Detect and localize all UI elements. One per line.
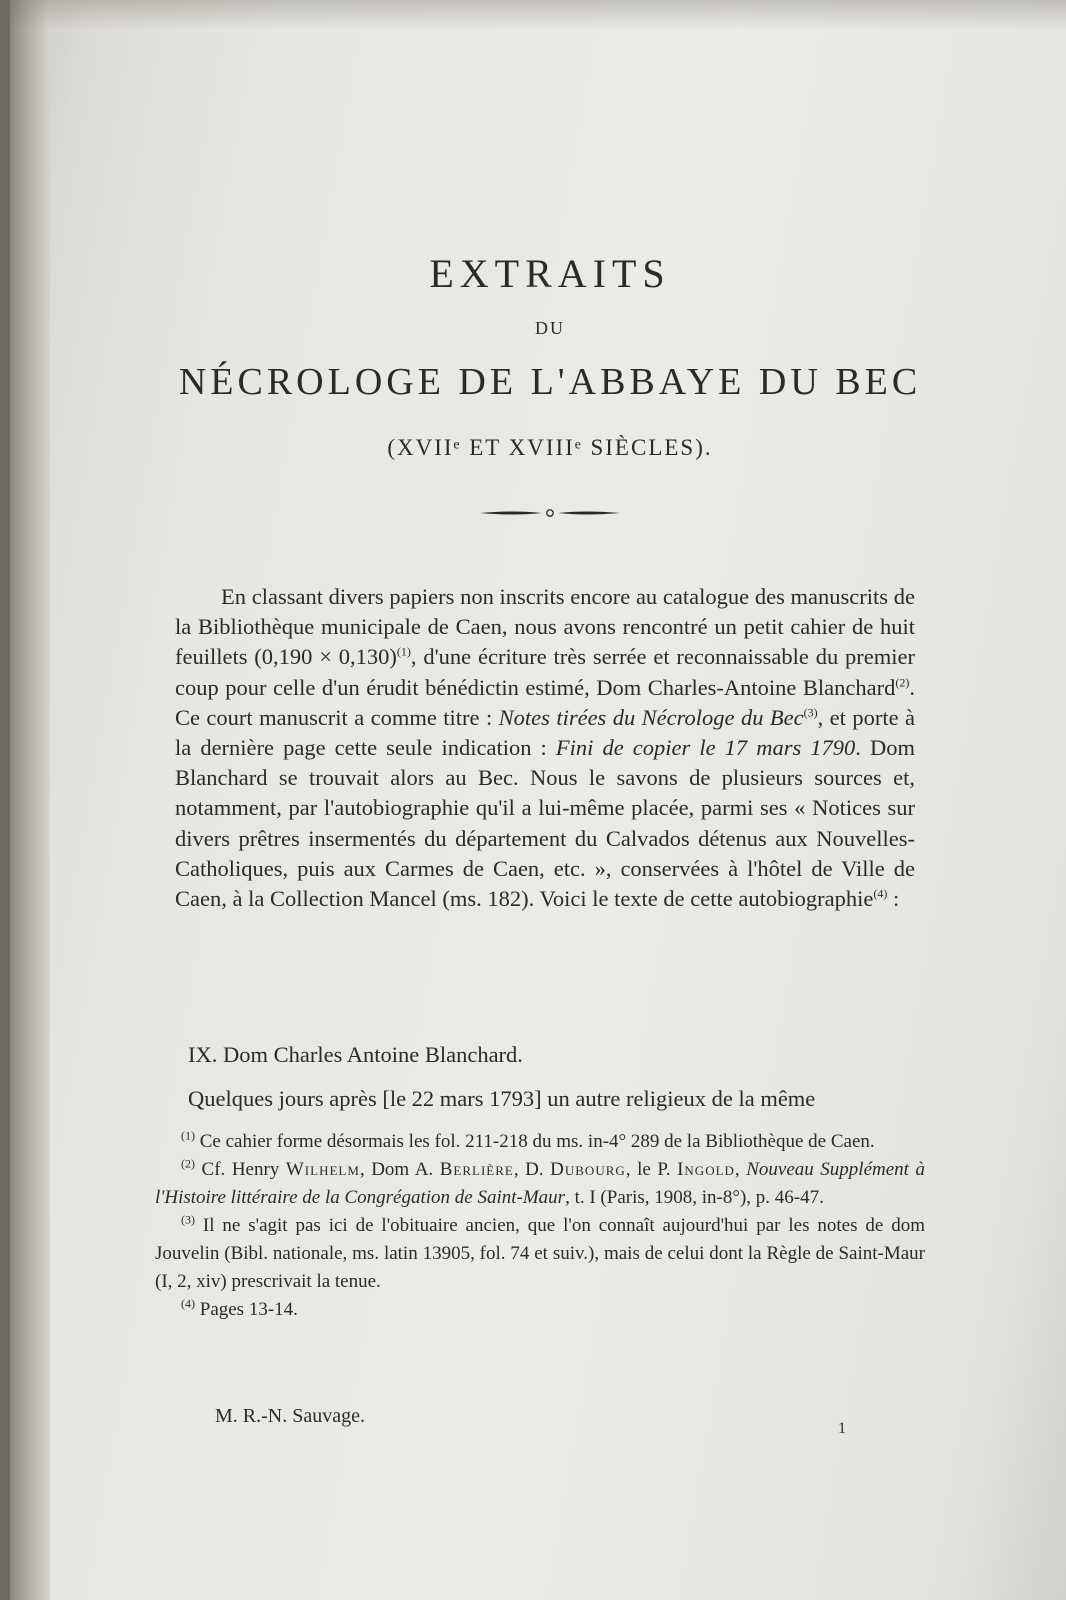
footnote-text: Ce cahier forme désormais les fol. 211-218 du ms. in-4° 289 de la Bibliothèque de Caen. bbox=[199, 1131, 875, 1152]
footnote-text: Pages 13-14. bbox=[199, 1299, 298, 1320]
footnote-1 bbox=[155, 1128, 925, 1156]
footnote-text: , bbox=[734, 1159, 747, 1180]
footnote-text: , le P. bbox=[625, 1159, 678, 1180]
title-connector: DU bbox=[535, 318, 565, 338]
para-text: , et porte à la dernière page cette seule indication : bbox=[175, 704, 915, 761]
main-title: NÉCROLOGE DE L'ABBAYE DU BEC bbox=[178, 361, 922, 403]
footnote-text: , D. bbox=[513, 1159, 551, 1180]
footnote-ref-3: (3) bbox=[803, 705, 818, 720]
ornament-rule bbox=[480, 507, 620, 519]
printer-signature: M. R.-N. Sauvage. bbox=[215, 1405, 365, 1427]
entry-heading: IX. Dom Charles Antoine Blanchard. bbox=[188, 1042, 523, 1067]
footnote-mark: (2) bbox=[181, 1156, 195, 1171]
footnote-ref-4: (4) bbox=[873, 886, 888, 901]
main-paragraph bbox=[175, 582, 915, 914]
manuscript-title: Notes tirées du Nécrologe du Bec bbox=[498, 704, 804, 730]
author-name: Ingold bbox=[677, 1159, 735, 1180]
footnote-3 bbox=[155, 1212, 925, 1296]
footnote-text: , Dom A. bbox=[359, 1159, 440, 1180]
author-name: Berlière bbox=[439, 1159, 514, 1180]
title-period: (XVIIᵉ ET XVIIIᵉ SIÈCLES). bbox=[387, 435, 713, 460]
footnote-ref-2: (2) bbox=[895, 675, 910, 690]
footnotes bbox=[155, 1128, 925, 1324]
footnote-2 bbox=[155, 1156, 925, 1212]
footnote-mark: (1) bbox=[181, 1128, 195, 1143]
footnote-mark: (4) bbox=[181, 1296, 195, 1311]
author-name: Wilhelm bbox=[285, 1159, 360, 1180]
footnote-4 bbox=[155, 1296, 925, 1324]
entry-text: Quelques jours après [le 22 mars 1793] un autre religieux de la même bbox=[188, 1086, 816, 1111]
footnote-mark: (3) bbox=[181, 1212, 195, 1227]
page-shadow bbox=[10, 0, 1066, 30]
para-text: . Dom Blanchard se trouvait alors au Bec. Nous le savons de plusieurs sources et, notamment, par l'autobiographie qu'il a lui-même placée, parmi ses « Notices sur divers prêtres insermentés du département du Calvados détenus aux Nouvelles-Catholiques, puis aux Carmes de Caen, etc. », conservées à l'hôtel de Ville de Caen, à la Collection Mancel (ms. 182). Voici le texte de cette autobiographie bbox=[175, 735, 915, 912]
title-extraits: EXTRAITS bbox=[429, 251, 671, 296]
book-page bbox=[10, 0, 1066, 1600]
para-text: , d'une écriture très serrée et reconnaissable du premier coup pour celle d'un érudit bénédictin estimé, Dom Charles-Antoine Blanchard bbox=[175, 644, 915, 700]
page-gutter bbox=[10, 0, 50, 1600]
footnote-text: Cf. Henry bbox=[201, 1159, 286, 1180]
author-name: Dubourg bbox=[550, 1159, 626, 1180]
folio-number: 1 bbox=[838, 1420, 846, 1437]
footnote-text: Il ne s'agit pas ici de l'obituaire ancien, que l'on connaît aujourd'hui par les notes de dom Jouvelin (Bibl. nationale, ms. latin 13905, fol. 74 et suiv.), mais de celui dont la Règle de Saint-Maur (I, 2, xiv) prescrivait la tenue. bbox=[155, 1215, 925, 1292]
para-text: : bbox=[887, 886, 900, 912]
footnote-text: , t. I (Paris, 1908, in-8°), p. 46-47. bbox=[565, 1187, 824, 1208]
footnote-ref-1: (1) bbox=[396, 644, 411, 659]
manuscript-indication: Fini de copier le 17 mars 1790 bbox=[555, 735, 856, 761]
book-title: Nouveau Supplément à l'Histoire littéraire de la Congrégation de Saint-Maur bbox=[155, 1159, 925, 1208]
para-text: En classant divers papiers non inscrits encore au catalogue des manuscrits de la Bibliothèque municipale de Caen, nous avons rencontré un petit cahier de huit feuillets (0,190 × 0,130) bbox=[175, 584, 915, 670]
para-text: . Ce court manuscrit a comme titre : bbox=[175, 674, 915, 730]
